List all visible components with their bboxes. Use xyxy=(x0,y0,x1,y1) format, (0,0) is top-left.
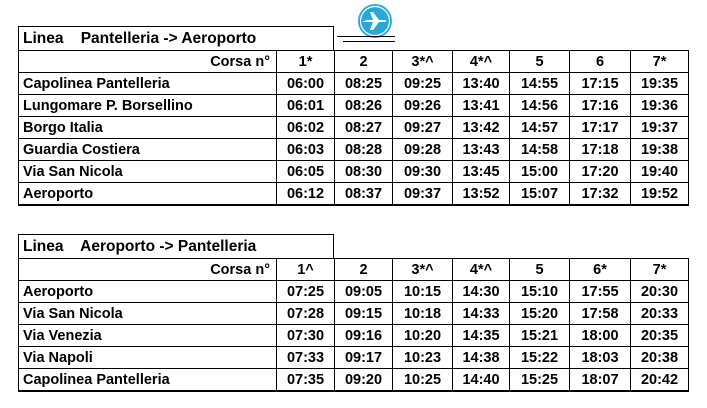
stop-name: Guardia Costiera xyxy=(19,139,277,161)
departure-time: 08:27 xyxy=(335,117,393,139)
run-number: 2 xyxy=(335,259,393,281)
run-number: 4*^ xyxy=(453,51,510,73)
departure-time: 18:03 xyxy=(570,347,631,369)
run-number: 4*^ xyxy=(453,259,510,281)
departure-time: 14:35 xyxy=(453,325,510,347)
departure-time: 15:00 xyxy=(510,161,570,183)
run-number: 5 xyxy=(510,51,570,73)
departure-time: 06:05 xyxy=(277,161,335,183)
run-number: 5 xyxy=(510,259,570,281)
stop-name: Borgo Italia xyxy=(19,117,277,139)
stop-row xyxy=(19,95,689,117)
departure-time: 06:00 xyxy=(277,73,335,95)
departure-time: 06:01 xyxy=(277,95,335,117)
corsa-label: Corsa n° xyxy=(19,51,277,73)
route-title-return: Linea Aeroporto -> Pantelleria xyxy=(18,234,334,258)
departure-time: 08:28 xyxy=(335,139,393,161)
departure-time: 15:21 xyxy=(510,325,570,347)
departure-time: 19:52 xyxy=(631,183,689,206)
departure-time: 13:45 xyxy=(453,161,510,183)
departure-time: 15:10 xyxy=(510,281,570,303)
departure-time: 13:41 xyxy=(453,95,510,117)
departure-time: 14:40 xyxy=(453,369,510,392)
logo-underline-2 xyxy=(343,41,395,42)
departure-time: 17:17 xyxy=(570,117,631,139)
timetable-outbound xyxy=(18,50,689,206)
stop-name: Via Napoli xyxy=(19,347,277,369)
departure-time: 14:30 xyxy=(453,281,510,303)
departure-time: 09:30 xyxy=(393,161,453,183)
stop-name: Aeroporto xyxy=(19,281,277,303)
stop-row xyxy=(19,183,689,206)
stop-row xyxy=(19,139,689,161)
departure-time: 09:37 xyxy=(393,183,453,206)
departure-time: 17:58 xyxy=(570,303,631,325)
departure-time: 09:26 xyxy=(393,95,453,117)
stop-name: Lungomare P. Borsellino xyxy=(19,95,277,117)
departure-time: 06:02 xyxy=(277,117,335,139)
departure-time: 14:33 xyxy=(453,303,510,325)
departure-time: 17:55 xyxy=(570,281,631,303)
timetable-return xyxy=(18,258,689,392)
departure-time: 15:20 xyxy=(510,303,570,325)
departure-time: 08:25 xyxy=(335,73,393,95)
departure-time: 08:26 xyxy=(335,95,393,117)
departure-time: 15:25 xyxy=(510,369,570,392)
departure-time: 15:07 xyxy=(510,183,570,206)
departure-time: 06:03 xyxy=(277,139,335,161)
run-number: 6 xyxy=(570,51,631,73)
run-number: 7* xyxy=(631,51,689,73)
run-number: 1* xyxy=(277,51,335,73)
departure-time: 17:15 xyxy=(570,73,631,95)
departure-time: 19:35 xyxy=(631,73,689,95)
stop-row xyxy=(19,73,689,95)
departure-time: 09:15 xyxy=(335,303,393,325)
run-number: 6* xyxy=(570,259,631,281)
departure-time: 20:33 xyxy=(631,303,689,325)
departure-time: 13:42 xyxy=(453,117,510,139)
stop-row xyxy=(19,369,689,392)
timetable-return-body xyxy=(19,259,689,392)
departure-time: 07:25 xyxy=(277,281,335,303)
departure-time: 06:12 xyxy=(277,183,335,206)
departure-time: 14:56 xyxy=(510,95,570,117)
departure-time: 17:20 xyxy=(570,161,631,183)
departure-time: 09:28 xyxy=(393,139,453,161)
departure-time: 07:35 xyxy=(277,369,335,392)
departure-time: 14:58 xyxy=(510,139,570,161)
departure-time: 09:05 xyxy=(335,281,393,303)
departure-time: 07:33 xyxy=(277,347,335,369)
departure-time: 13:52 xyxy=(453,183,510,206)
timetable-outbound-body xyxy=(19,51,689,206)
departure-time: 09:17 xyxy=(335,347,393,369)
stop-name: Capolinea Pantelleria xyxy=(19,369,277,392)
stop-name: Via San Nicola xyxy=(19,161,277,183)
departure-time: 09:27 xyxy=(393,117,453,139)
departure-time: 10:18 xyxy=(393,303,453,325)
departure-time: 07:30 xyxy=(277,325,335,347)
departure-time: 17:32 xyxy=(570,183,631,206)
departure-time: 18:07 xyxy=(570,369,631,392)
route-title-outbound: Linea Pantelleria -> Aeroporto xyxy=(18,26,334,50)
departure-time: 19:40 xyxy=(631,161,689,183)
departure-time: 19:38 xyxy=(631,139,689,161)
departure-time: 10:20 xyxy=(393,325,453,347)
logo-underline-1 xyxy=(337,36,395,37)
run-header-row xyxy=(19,259,689,281)
run-number: 3*^ xyxy=(393,259,453,281)
departure-time: 09:20 xyxy=(335,369,393,392)
departure-time: 15:22 xyxy=(510,347,570,369)
stop-row xyxy=(19,117,689,139)
stop-name: Via Venezia xyxy=(19,325,277,347)
departure-time: 14:38 xyxy=(453,347,510,369)
departure-time: 18:00 xyxy=(570,325,631,347)
departure-time: 10:15 xyxy=(393,281,453,303)
departure-time: 10:23 xyxy=(393,347,453,369)
departure-time: 17:18 xyxy=(570,139,631,161)
stop-row xyxy=(19,161,689,183)
run-number: 3*^ xyxy=(393,51,453,73)
departure-time: 10:25 xyxy=(393,369,453,392)
stop-row xyxy=(19,303,689,325)
run-number: 1^ xyxy=(277,259,335,281)
stop-row xyxy=(19,325,689,347)
departure-time: 09:25 xyxy=(393,73,453,95)
departure-time: 08:30 xyxy=(335,161,393,183)
departure-time: 19:36 xyxy=(631,95,689,117)
corsa-label: Corsa n° xyxy=(19,259,277,281)
departure-time: 14:57 xyxy=(510,117,570,139)
departure-time: 20:35 xyxy=(631,325,689,347)
run-header-row xyxy=(19,51,689,73)
stop-row xyxy=(19,347,689,369)
departure-time: 07:28 xyxy=(277,303,335,325)
run-number: 7* xyxy=(631,259,689,281)
stop-row xyxy=(19,281,689,303)
run-number: 2 xyxy=(335,51,393,73)
airplane-icon xyxy=(353,0,397,44)
departure-time: 14:55 xyxy=(510,73,570,95)
stop-name: Aeroporto xyxy=(19,183,277,206)
stop-name: Via San Nicola xyxy=(19,303,277,325)
departure-time: 20:30 xyxy=(631,281,689,303)
departure-time: 20:38 xyxy=(631,347,689,369)
departure-time: 13:40 xyxy=(453,73,510,95)
departure-time: 17:16 xyxy=(570,95,631,117)
departure-time: 13:43 xyxy=(453,139,510,161)
stop-name: Capolinea Pantelleria xyxy=(19,73,277,95)
departure-time: 08:37 xyxy=(335,183,393,206)
departure-time: 19:37 xyxy=(631,117,689,139)
departure-time: 20:42 xyxy=(631,369,689,392)
departure-time: 09:16 xyxy=(335,325,393,347)
